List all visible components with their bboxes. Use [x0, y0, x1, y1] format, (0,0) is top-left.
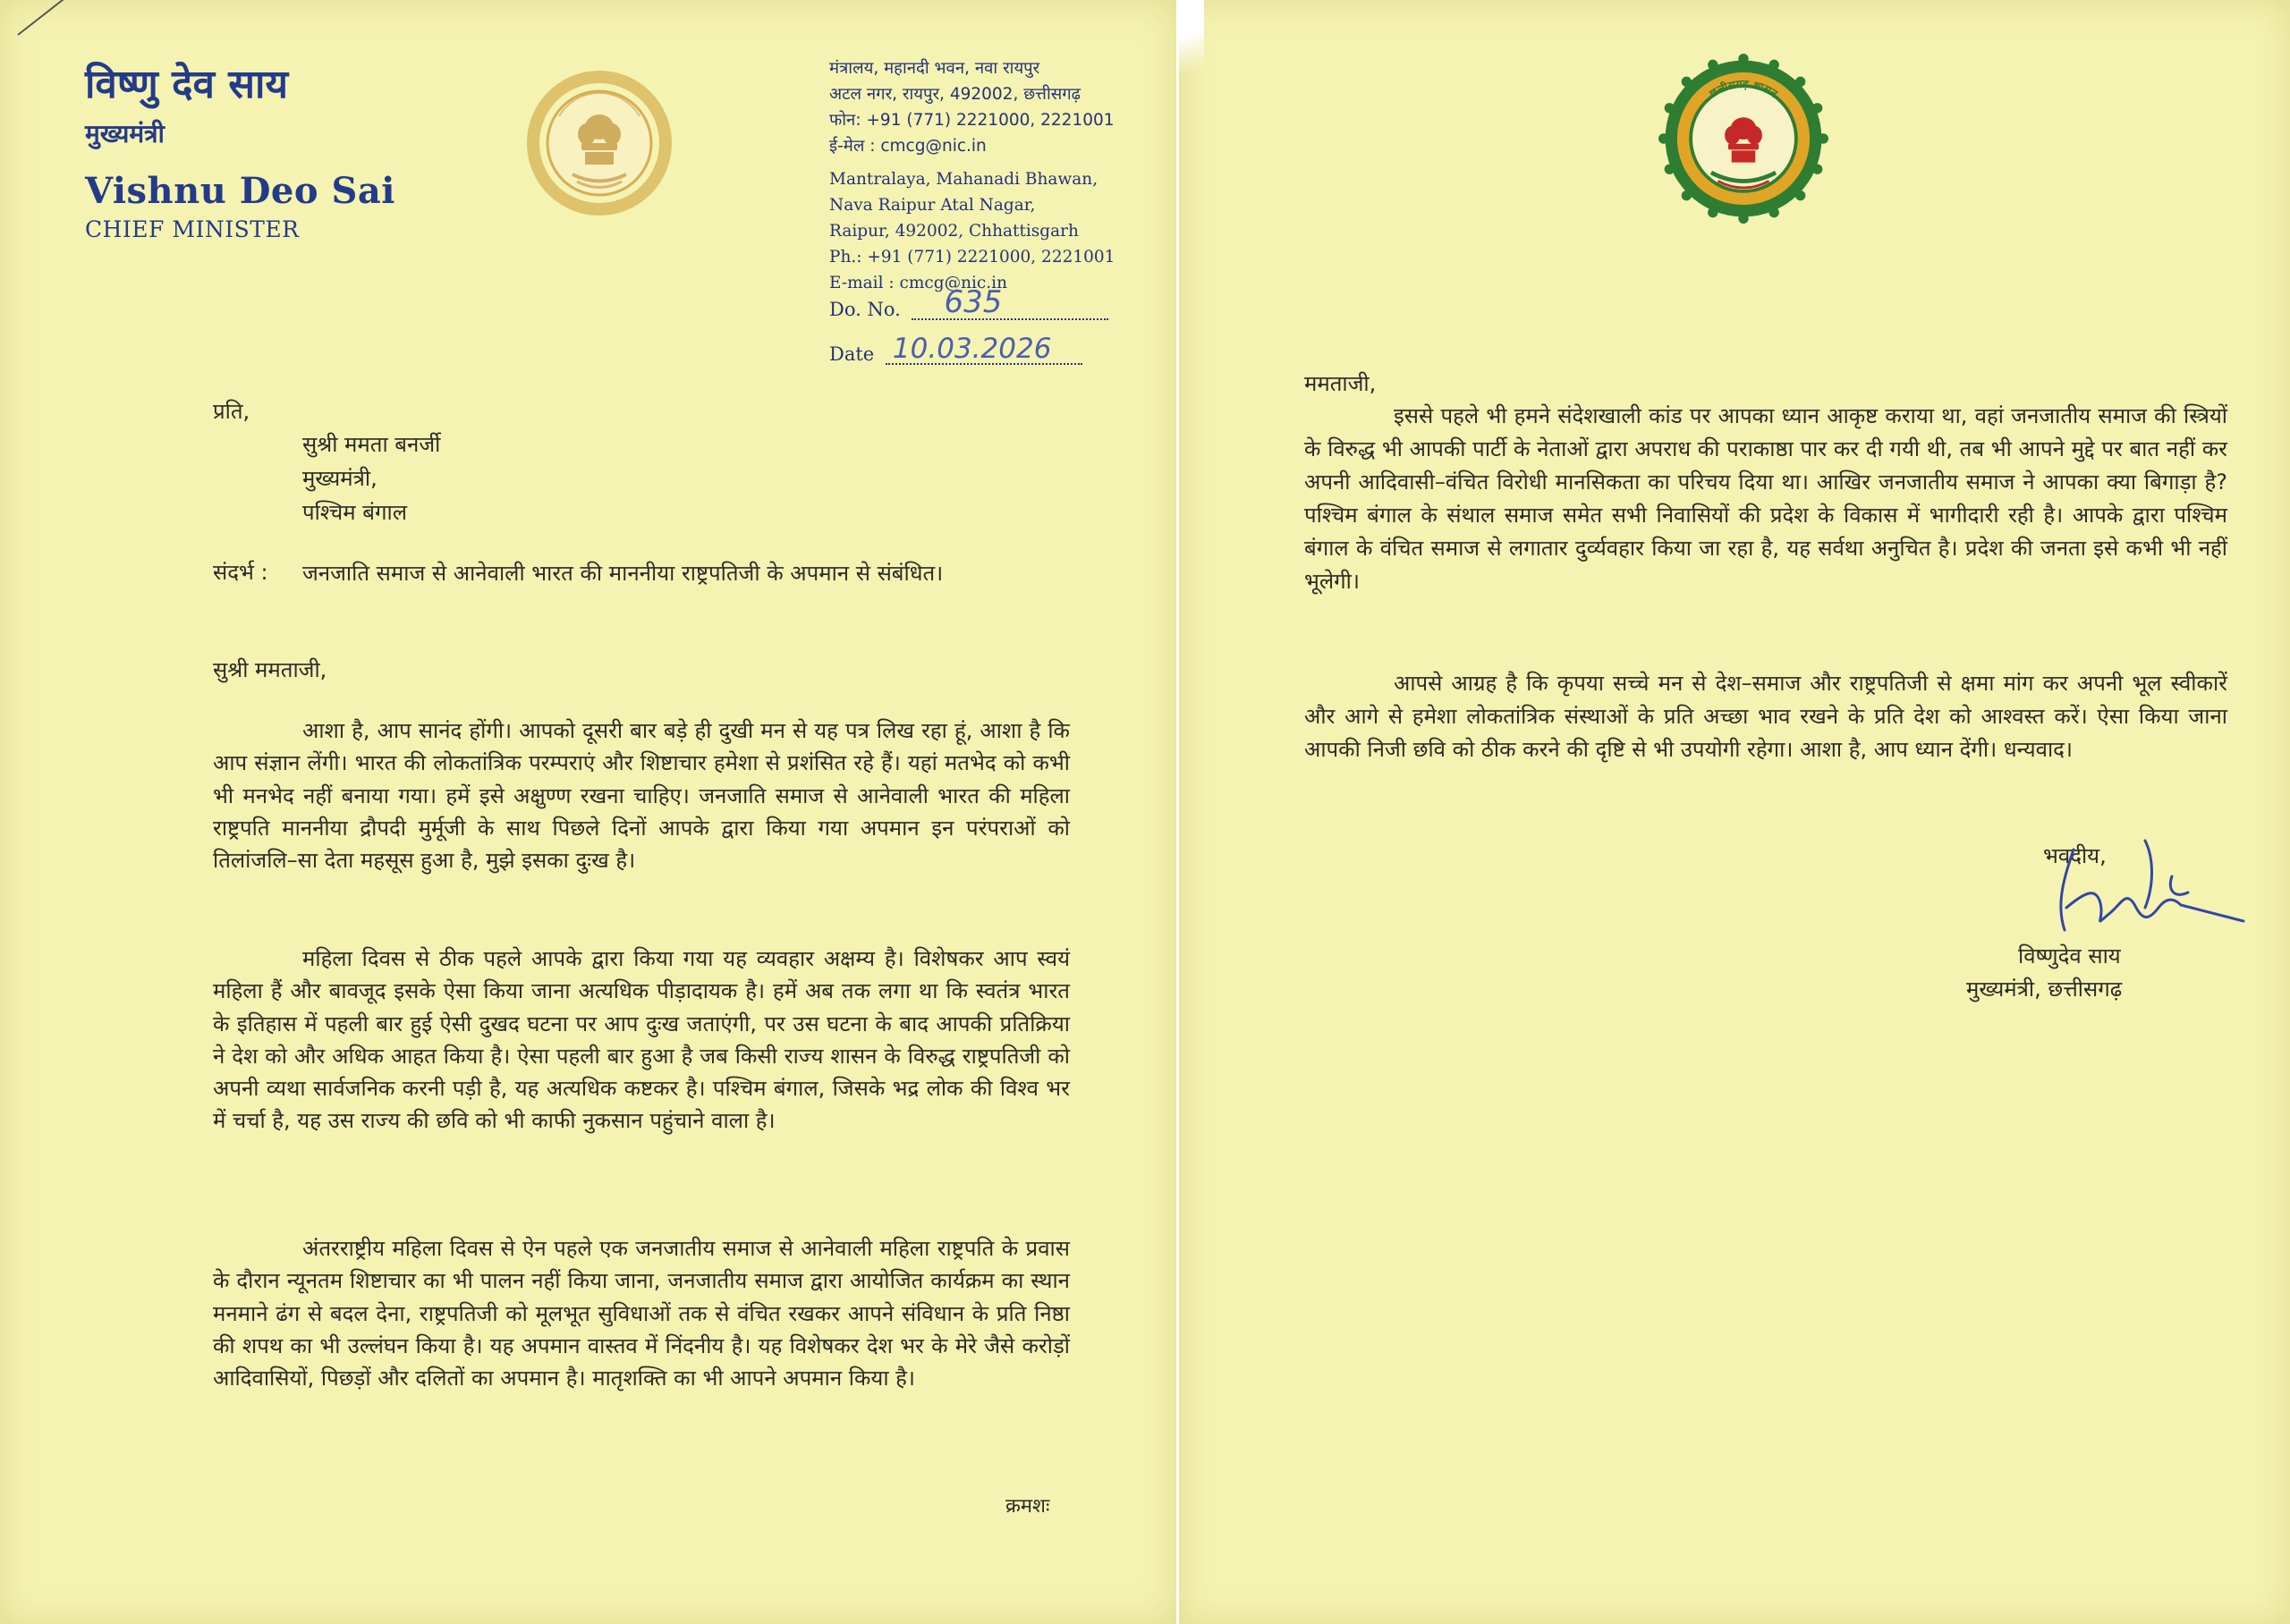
address-line: Raipur, 492002, Chhattisgarh	[829, 222, 1079, 241]
government-emblem-icon	[510, 54, 689, 233]
page-fold	[1179, 0, 1204, 116]
recipient-block	[302, 427, 440, 529]
letterhead-title-english: CHIEF MINISTER	[85, 216, 300, 242]
address-line: Ph.: +91 (771) 2221000, 2221001	[829, 248, 1115, 266]
closing: भवदीय,	[2043, 843, 2107, 868]
address-line: अटल नगर, रायपुर, 492002, छत्तीसगढ़	[829, 85, 1081, 104]
do-number-line	[829, 284, 1108, 320]
sandarbh-text: जनजाति समाज से आनेवाली भारत की माननीया राष्ट्रपतिजी के अपमान से संबंधित।	[302, 561, 944, 586]
address-line: Mantralaya, Mahanadi Bhawan,	[829, 170, 1098, 189]
recipient-line: सुश्री ममता बनर्जी	[302, 432, 441, 457]
pen-mark	[17, 0, 67, 36]
address-line: E-mail : cmcg@nic.in	[829, 274, 1008, 292]
letterhead-name-english: Vishnu Deo Sai	[85, 170, 395, 212]
recipient-line: मुख्यमंत्री,	[302, 466, 377, 491]
date-value: 10.03.2026	[892, 333, 1052, 365]
address-line: Nava Raipur Atal Nagar,	[829, 196, 1036, 215]
address-line: फोन: +91 (771) 2221000, 2221001	[829, 111, 1115, 130]
address-line: मंत्रालय, महानदी भवन, नवा रायपुर	[829, 59, 1040, 78]
date-line	[829, 333, 1082, 365]
address-block-hindi	[829, 55, 1169, 159]
government-emblem-icon	[1658, 54, 1828, 224]
address-block-english	[829, 166, 1169, 296]
paragraph: अंतरराष्ट्रीय महिला दिवस से ऐन पहले एक जनजातीय समाज से आनेवाली महिला राष्ट्रपति के प्रवास के दौरान न्यूनतम शिष्टाचार का भी पालन नहीं किया जाना, जनजातीय समाज द्वारा आयोजित कार्यक्रम का स्थान मनमाने ढंग से बदल देना, राष्ट्रपतिजी को मूलभूत सुविधाओं तक से वंचित रखकर आपने संविधान के प्रति निष्ठा की शपथ का भी उल्लंघन किया है। यह अपमान वास्तव में निंदनीय है। यह विशेषकर देश भर के मेरे जैसे करोड़ों आदिवासियों, पिछड़ों और दलितों का अपमान है। मातृशक्ति का भी आपने अपमान किया है।	[213, 1236, 1070, 1391]
paragraph: आशा है, आप सानंद होंगी। आपको दूसरी बार बड़े ही दुखी मन से यह पत्र लिख रहा हूं, आशा है कि आप संज्ञान लेंगी। भारत की लोकतांत्रिक परम्पराएं और शिष्टाचार हमेशा से प्रशंसित रहे हैं। यहां मतभेद को कभी भी मनभेद नहीं बनाया गया। हमें इसे अक्षुण्ण रखना चाहिए। जनजाति समाज से आनेवाली भारत की महिला राष्ट्रपति माननीया द्रौपदी मुर्मूजी के साथ पिछले दिनों आपके द्वारा किया गया अपमान इन परंपराओं को तिलांजलि–सा देता महसूस हुआ है, मुझे इसका दुःख है।	[213, 718, 1070, 874]
emblem-text: छत्तीसगढ़ शासन	[1707, 77, 1780, 100]
address-line: ई-मेल : cmcg@nic.in	[829, 137, 987, 156]
signatory-title: मुख्यमंत्री, छत्तीसगढ़	[1966, 977, 2123, 1002]
letterhead-title-hindi: मुख्यमंत्री	[85, 119, 165, 148]
salutation: सुश्री ममताजी,	[213, 657, 327, 682]
letterhead-name-hindi: विष्णु देव साय	[85, 62, 288, 107]
date-label: Date	[829, 343, 875, 365]
do-number-value: 635	[944, 284, 1003, 320]
prati-label: प्रति,	[213, 399, 250, 424]
do-number-label: Do. No.	[829, 299, 901, 320]
signatory-name: विष्णुदेव साय	[2018, 943, 2121, 968]
paragraph: आपसे आग्रह है कि कृपया सच्चे मन से देश–समाज और राष्ट्रपतिजी से क्षमा मांग कर अपनी भूल स्वीकारें और आगे से हमेशा लोकतांत्रिक संस्थाओं के प्रति अच्छा भाव रखने के प्रति देश को आश्वस्त करें। ऐसा किया जाना आपकी निजी छवि को ठीक करने की दृष्टि से भी उपयोगी रहेगा। आशा है, आप ध्यान देंगी। धन्यवाद।	[1304, 671, 2227, 762]
paragraph: महिला दिवस से ठीक पहले आपके द्वारा किया गया यह व्यवहार अक्षम्य है। विशेषकर आप स्वयं महिला हैं और बावजूद इसके ऐसा किया जाना अत्यधिक पीड़ादायक है। हमें अब तक लगा था कि स्वतंत्र भारत के इतिहास में पहली बार हुई ऐसी दुखद घटना पर आप दुःख जताएंगी, पर उस घटना के बाद आपकी प्रतिक्रिया ने देश को और अधिक आहत किया है। ऐसा पहली बार हुआ है जब किसी राज्य शासन के विरुद्ध राष्ट्रपतिजी को अपनी व्यथा सार्वजनिक करनी पड़ी है, यह अत्यधिक कष्टकर है। पश्चिम बंगाल, जिसके भद्र लोक की विश्व भर में चर्चा है, यह उस राज्य की छवि को भी काफी नुकसान पहुंचाने वाला है।	[213, 946, 1070, 1134]
letter-page-2	[1179, 0, 2290, 1624]
sandarbh-label: संदर्भ :	[213, 560, 268, 585]
signature-icon	[2011, 823, 2279, 957]
paragraph: इससे पहले भी हमने संदेशखाली कांड पर आपका ध्यान आकृष्ट कराया था, वहां जनजातीय समाज की स्त्रियों के विरुद्ध भी आपकी पार्टी के नेताओं द्वारा अपराध की पराकाष्ठा पार कर दी गयी थी, तब भी आपने मुद्दे पर बात नहीं कर अपनी आदिवासी–वंचित विरोधी मानसिकता का परिचय दिया था। आखिर जनजातीय समाज ने आपका क्या बिगाड़ा है? पश्चिम बंगाल के संथाल समाज समेत सभी निवासियों की प्रदेश के विकास में भागीदारी रही है। आपके द्वारा पश्चिम बंगाल के वंचित समाज से लगातार दुर्व्यवहार किया जा रहा है, यह सर्वथा अनुचित है। प्रदेश की जनता इसे कभी भी नहीं भूलेगी।	[1304, 403, 2227, 594]
continued-note: क्रमशः	[1005, 1495, 1050, 1518]
recipient-line: पश्चिम बंगाल	[302, 500, 407, 525]
salutation: ममताजी,	[1304, 371, 1377, 396]
